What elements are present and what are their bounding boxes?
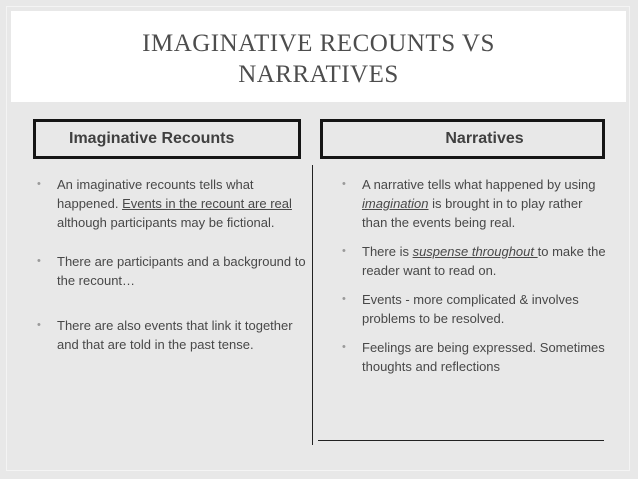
bullet-icon: •	[342, 293, 346, 305]
left-bullet-list	[32, 175, 307, 354]
column-divider	[312, 165, 313, 445]
right-column-bottom-border	[318, 440, 604, 441]
list-item: • There are participants and a background to the recount…	[37, 254, 306, 288]
left-column-header: Imaginative Recounts	[33, 119, 301, 159]
title-line-1: IMAGINATIVE RECOUNTS VS	[142, 30, 495, 57]
underlined-text: Events in the recount are real	[122, 196, 292, 211]
list-item: • A narrative tells what happened by using imagination is brought in to play rather than the events being real.	[342, 177, 596, 230]
right-column-header: Narratives	[320, 119, 605, 159]
bullet-icon: •	[342, 178, 346, 190]
title-line-2: NARRATIVES	[238, 61, 399, 88]
title-box	[11, 11, 626, 102]
right-bullet-list	[337, 175, 607, 376]
bullet-icon: •	[342, 341, 346, 353]
underlined-italic-text: imagination	[362, 196, 429, 211]
list-item: • There are also events that link it together and that are told in the past tense.	[37, 318, 293, 352]
list-item: • Events - more complicated & involves problems to be resolved.	[342, 292, 579, 326]
bullet-icon: •	[37, 178, 41, 190]
slide-title	[11, 28, 626, 90]
bullet-icon: •	[37, 319, 41, 331]
bullet-icon: •	[37, 255, 41, 267]
underlined-italic-text: suspense throughout	[412, 244, 538, 259]
list-item: • Feelings are being expressed. Sometimes thoughts and reflections	[342, 340, 605, 374]
bullet-icon: •	[342, 245, 346, 257]
list-item: • There is suspense throughout to make the reader want to read on.	[342, 244, 606, 278]
list-item: • An imaginative recounts tells what happened. Events in the recount are real although participants may be fictional.	[37, 177, 292, 230]
